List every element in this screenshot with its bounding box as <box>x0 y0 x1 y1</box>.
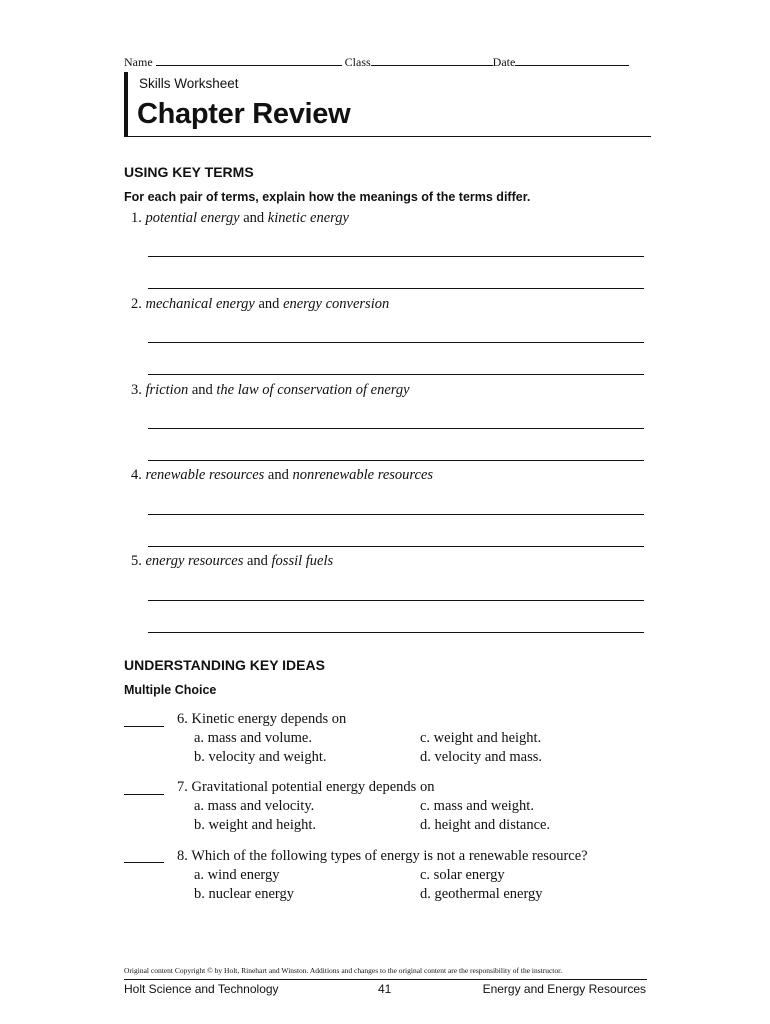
joiner: and <box>246 553 268 569</box>
question-4 <box>131 467 433 484</box>
joiner: and <box>191 382 213 398</box>
question-3 <box>131 382 410 399</box>
question-number: 6. <box>177 711 188 727</box>
term-2: energy conversion <box>283 296 390 312</box>
question-number: 8. <box>177 848 188 864</box>
answer-blank[interactable] <box>124 794 164 795</box>
term-1: renewable resources <box>145 467 265 483</box>
option-d: d. velocity and mass. <box>420 749 543 765</box>
footer-publisher: Holt Science and Technology <box>124 982 279 996</box>
term-1: friction <box>145 382 189 398</box>
question-number: 7. <box>177 779 188 795</box>
joiner: and <box>258 296 280 312</box>
option-b: b. velocity and weight. <box>194 749 327 765</box>
term-2: nonrenewable resources <box>292 467 434 483</box>
question-text: Kinetic energy depends on <box>191 711 347 727</box>
term-2: fossil fuels <box>271 553 334 569</box>
question-1 <box>131 210 349 227</box>
option-d: d. height and distance. <box>420 817 551 833</box>
section-heading-key-ideas: UNDERSTANDING KEY IDEAS <box>124 657 325 673</box>
class-blank[interactable] <box>371 56 493 66</box>
option-d: d. geothermal energy <box>420 886 543 902</box>
page-title: Chapter Review <box>137 98 351 130</box>
option-c: c. mass and weight. <box>420 798 534 814</box>
class-label: Class <box>344 55 371 69</box>
title-block <box>124 72 651 137</box>
option-a: a. mass and volume. <box>194 730 312 746</box>
question-number: 2. <box>131 296 142 312</box>
section-heading-key-terms: USING KEY TERMS <box>124 164 254 180</box>
worksheet-type: Skills Worksheet <box>139 76 239 91</box>
answer-line[interactable] <box>148 342 644 343</box>
option-c: c. solar energy <box>420 867 505 883</box>
instruction-text: For each pair of terms, explain how the meanings of the terms differ. <box>124 190 531 204</box>
name-label: Name <box>124 55 153 69</box>
option-c: c. weight and height. <box>420 730 542 746</box>
footer-chapter: Energy and Energy Resources <box>482 982 646 996</box>
header-fields <box>124 55 629 70</box>
question-number: 3. <box>131 382 142 398</box>
term-2: kinetic energy <box>267 210 349 226</box>
question-number: 1. <box>131 210 142 226</box>
question-text: Gravitational potential energy depends on <box>191 779 435 795</box>
question-number: 4. <box>131 467 142 483</box>
question-text: Which of the following types of energy is not a renewable resource? <box>191 848 588 864</box>
question-number: 5. <box>131 553 142 569</box>
answer-line[interactable] <box>148 460 644 461</box>
question-5 <box>131 553 333 570</box>
date-blank[interactable] <box>515 56 629 66</box>
term-1: potential energy <box>145 210 240 226</box>
date-label: Date <box>492 55 516 69</box>
footer-divider <box>124 979 647 980</box>
joiner: and <box>267 467 289 483</box>
answer-line[interactable] <box>148 546 644 547</box>
option-b: b. weight and height. <box>194 817 317 833</box>
option-a: a. mass and velocity. <box>194 798 315 814</box>
multiple-choice-heading: Multiple Choice <box>124 683 217 697</box>
copyright-notice: Original content Copyright © by Holt, Rinehart and Winston. Additions and changes to the original content are the responsibility of the instructor. <box>124 966 563 975</box>
answer-line[interactable] <box>148 288 644 289</box>
question-8 <box>177 848 588 865</box>
answer-blank[interactable] <box>124 726 164 727</box>
question-2 <box>131 296 389 313</box>
option-b: b. nuclear energy <box>194 886 294 902</box>
answer-line[interactable] <box>148 256 644 257</box>
answer-line[interactable] <box>148 428 644 429</box>
name-blank[interactable] <box>156 56 342 66</box>
term-1: mechanical energy <box>145 296 255 312</box>
question-6 <box>177 711 346 728</box>
answer-line[interactable] <box>148 514 644 515</box>
joiner: and <box>243 210 265 226</box>
page-number: 41 <box>378 982 392 996</box>
option-a: a. wind energy <box>194 867 280 883</box>
answer-line[interactable] <box>148 374 644 375</box>
term-2: the law of conservation of energy <box>216 382 410 398</box>
answer-line[interactable] <box>148 632 644 633</box>
term-1: energy resources <box>145 553 244 569</box>
answer-blank[interactable] <box>124 862 164 863</box>
answer-line[interactable] <box>148 600 644 601</box>
question-7 <box>177 779 434 796</box>
